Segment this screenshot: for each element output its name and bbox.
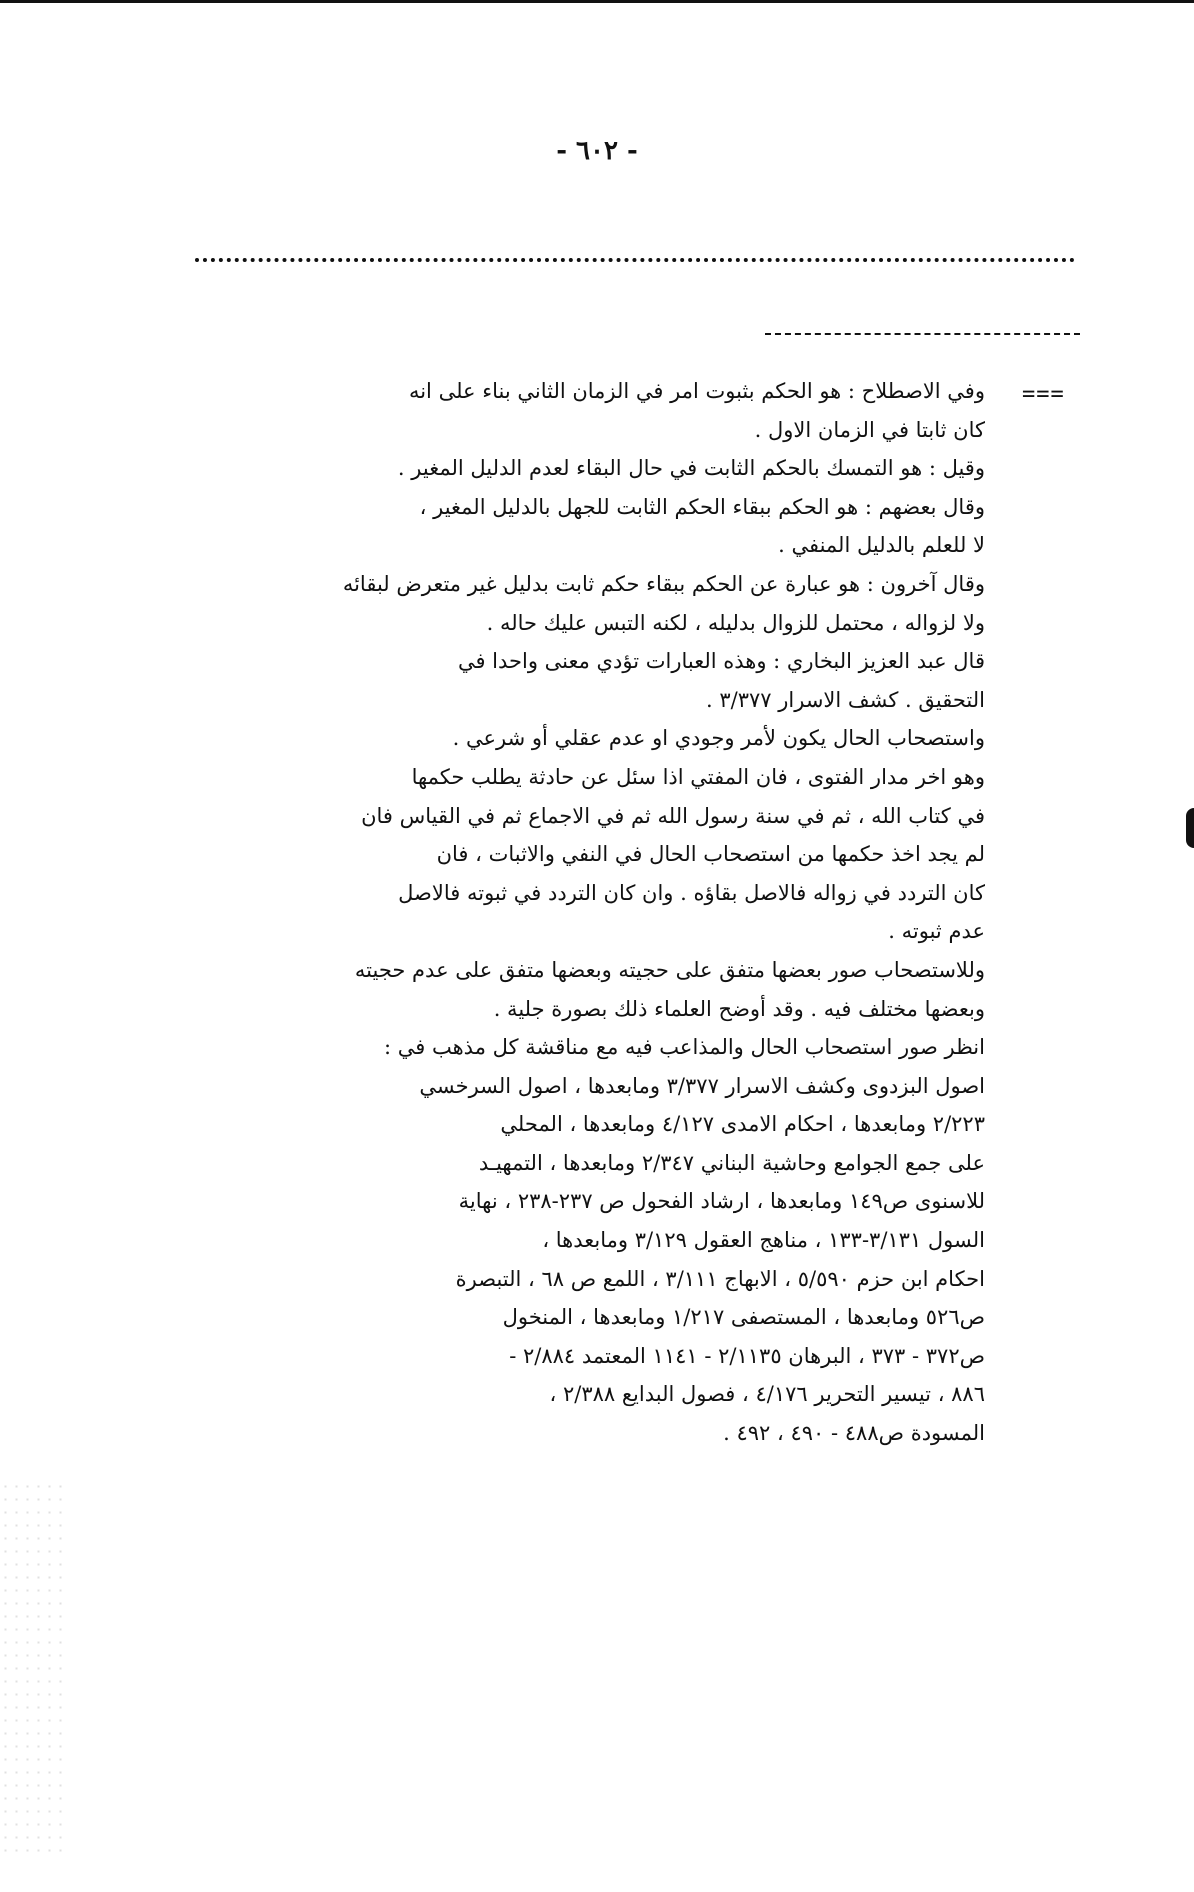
text-line: على جمع الجوامع وحاشية البناني ٢/٣٤٧ ومابعدها ، التمهيـد [478,1150,985,1175]
text-line: لم يجد اخذ حكمها من استصحاب الحال في النفي والاثبات ، فان [436,842,985,867]
text-line: قال عبد العزيز البخاري : وهذه العبارات تؤدي معنى واحدا في [457,649,985,674]
text-line: لا للعلم بالدليل المنفي . [778,533,985,558]
scan-edge-mark [1186,808,1194,848]
text-line: عدم ثبوته . [888,919,985,944]
text-line: وقال آخرون : هو عبارة عن الحكم ببقاء حكم ثابت بدليل غير متعرض لبقائه [342,571,985,596]
text-line: وهو اخر مدار الفتوى ، فان المفتي اذا سئل عن حادثة يطلب حكمها [411,764,985,789]
text-line: كان التردد في زواله فالاصل بقاؤه . وان كان التردد في ثبوته فالاصل [398,880,985,905]
text-line: كان ثابتا في الزمان الاول . [754,417,985,442]
text-line: ص٣٧٢ - ٣٧٣ ، البرهان ٢/١١٣٥ - ١١٤١ المعتمد ٢/٨٨٤ - [509,1343,985,1368]
page-number: - ٦٠٢ - [556,136,638,166]
text-line: ولا لزواله ، محتمل للزوال بدليله ، لكنه التبس عليك حاله . [486,610,985,635]
text-line: وقيل : هو التمسك بالحكم الثابت في حال البقاء لعدم الدليل المغير . [397,456,985,481]
text-line: ٢/٢٢٣ ومابعدها ، احكام الامدى ٤/١٢٧ ومابعدها ، المحلي [500,1112,985,1137]
text-line: انظر صور استصحاب الحال والمذاعب فيه مع مناقشة كل مذهب في : [384,1035,985,1060]
text-line: واستصحاب الحال يكون لأمر وجودي او عدم عقلي أو شرعي . [452,726,985,751]
footnote-continuation-marker: === [1022,382,1065,407]
footnote-text [150,372,985,1453]
text-line: اصول البزدوى وكشف الاسرار ٣/٣٧٧ ومابعدها ، اصول السرخسي [419,1073,985,1098]
text-line: ٨٨٦ ، تيسير التحرير ٤/١٧٦ ، فصول البدايع ٢/٣٨٨ ، [549,1382,985,1407]
dotted-separator [195,258,1075,262]
text-line: في كتاب الله ، ثم في سنة رسول الله ثم في الاجماع ثم في القياس فان [361,803,985,828]
text-line: ص٥٢٦ ومابعدها ، المستصفى ١/٢١٧ ومابعدها ، المنخول [502,1305,985,1330]
text-line: للاسنوى ص١٤٩ ومابعدها ، ارشاد الفحول ص ٢٣٧-٢٣٨ ، نهاية [458,1189,985,1214]
text-line: وللاستصحاب صور بعضها متفق على حجيته وبعضها متفق على عدم حجيته [354,957,985,982]
text-line: المسودة ص٤٨٨ - ٤٩٠ ، ٤٩٢ . [723,1421,985,1446]
text-line: التحقيق . كشف الاسرار ٣/٣٧٧ . [706,687,985,712]
text-line: احكام ابن حزم ٥/٥٩٠ ، الابهاج ٣/١١١ ، اللمع ص ٦٨ ، التبصرة [455,1266,985,1291]
footnote-separator [765,333,1080,335]
text-line: وقال بعضهم : هو الحكم ببقاء الحكم الثابت للجهل بالدليل المغير ، [419,494,985,519]
text-line: السول ٣/١٣١-١٣٣ ، مناهج العقول ٣/١٢٩ ومابعدها ، [542,1228,985,1253]
scan-noise [0,1480,70,1860]
top-rule [0,0,1194,3]
text-line: وبعضها مختلف فيه . وقد أوضح العلماء ذلك بصورة جلية . [493,996,985,1021]
text-line: وفي الاصطلاح : هو الحكم بثبوت امر في الزمان الثاني بناء على انه [408,379,985,403]
